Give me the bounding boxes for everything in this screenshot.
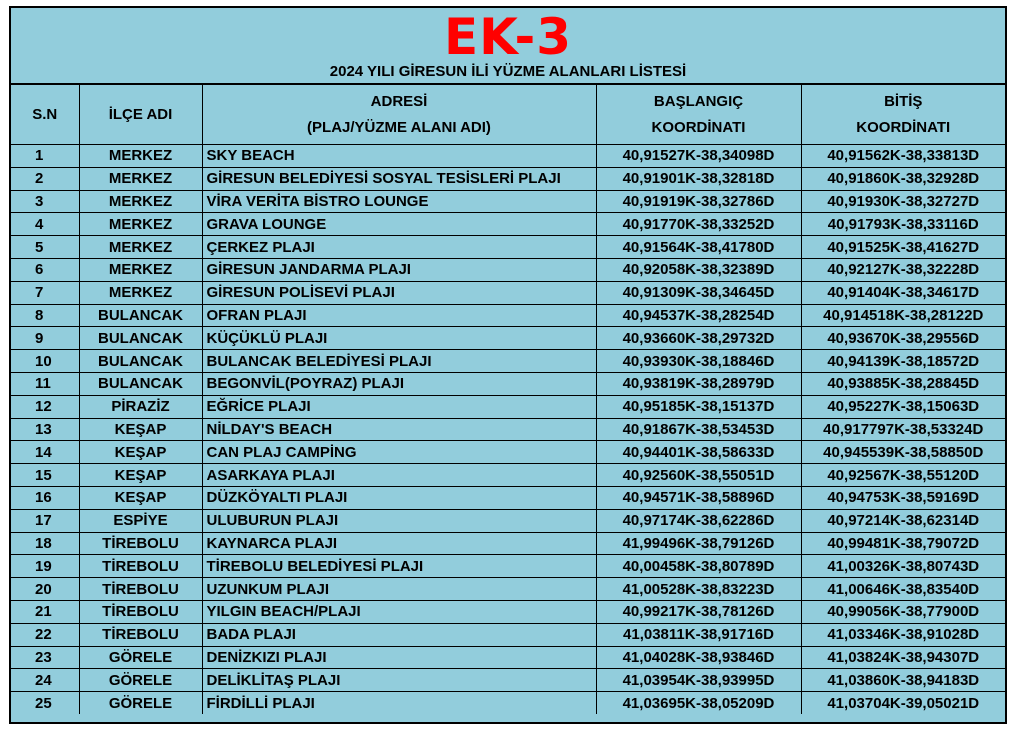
cell-bitis: 40,94139K-38,18572D: [801, 350, 1005, 373]
cell-sn: 23: [11, 646, 79, 669]
cell-sn: 12: [11, 395, 79, 418]
cell-adres: TİREBOLU BELEDİYESİ PLAJI: [202, 555, 596, 578]
cell-bitis: 40,95227K-38,15063D: [801, 395, 1005, 418]
table-row: [11, 486, 1005, 509]
cell-baslangic: 40,93660K-38,29732D: [596, 327, 801, 350]
cell-adres: ULUBURUN PLAJI: [202, 509, 596, 532]
cell-bitis: 40,945539K-38,58850D: [801, 441, 1005, 464]
cell-sn: 24: [11, 669, 79, 692]
cell-sn: 11: [11, 372, 79, 395]
cell-ilce: GÖRELE: [79, 646, 202, 669]
table-header-row: [11, 85, 1005, 145]
cell-bitis: 40,93885K-38,28845D: [801, 372, 1005, 395]
cell-sn: 10: [11, 350, 79, 373]
cell-adres: CAN PLAJ CAMPİNG: [202, 441, 596, 464]
cell-sn: 6: [11, 258, 79, 281]
document-subtitle: 2024 YILI GİRESUN İLİ YÜZME ALANLARI LİSTESİ: [329, 63, 687, 80]
cell-adres: BADA PLAJI: [202, 623, 596, 646]
table-row: [11, 395, 1005, 418]
annex-title: EK-3: [443, 8, 573, 66]
table-row: [11, 167, 1005, 190]
header-bitis-line2: KOORDİNATI: [856, 118, 951, 136]
header-adres: [202, 85, 596, 145]
table-row: [11, 578, 1005, 601]
cell-sn: 19: [11, 555, 79, 578]
header-sn: S.N: [11, 85, 79, 145]
cell-sn: 7: [11, 281, 79, 304]
cell-adres: YILGIN BEACH/PLAJI: [202, 600, 596, 623]
cell-sn: 21: [11, 600, 79, 623]
cell-ilce: TİREBOLU: [79, 578, 202, 601]
cell-bitis: 40,91525K-38,41627D: [801, 236, 1005, 259]
header-bitis-line1: BİTİŞ: [884, 92, 923, 110]
cell-adres: OFRAN PLAJI: [202, 304, 596, 327]
cell-adres: FİRDİLLİ PLAJI: [202, 692, 596, 714]
cell-baslangic: 40,93819K-38,28979D: [596, 372, 801, 395]
cell-sn: 25: [11, 692, 79, 714]
table-row: [11, 372, 1005, 395]
cell-sn: 9: [11, 327, 79, 350]
cell-baslangic: 40,91867K-38,53453D: [596, 418, 801, 441]
cell-bitis: 40,91930K-38,32727D: [801, 190, 1005, 213]
cell-bitis: 40,99481K-38,79072D: [801, 532, 1005, 555]
cell-ilce: KEŞAP: [79, 464, 202, 487]
cell-baslangic: 40,94537K-38,28254D: [596, 304, 801, 327]
cell-adres: SKY BEACH: [202, 145, 596, 168]
header-ilce: İLÇE ADI: [79, 85, 202, 145]
cell-baslangic: 40,92560K-38,55051D: [596, 464, 801, 487]
table-row: [11, 258, 1005, 281]
cell-adres: BEGONVİL(POYRAZ) PLAJI: [202, 372, 596, 395]
cell-sn: 2: [11, 167, 79, 190]
cell-adres: GRAVA LOUNGE: [202, 213, 596, 236]
cell-adres: NİLDAY'S BEACH: [202, 418, 596, 441]
header-adres-line2: (PLAJ/YÜZME ALANI ADI): [307, 118, 491, 136]
cell-baslangic: 40,00458K-38,80789D: [596, 555, 801, 578]
cell-ilce: BULANCAK: [79, 350, 202, 373]
cell-adres: GİRESUN JANDARMA PLAJI: [202, 258, 596, 281]
cell-sn: 17: [11, 509, 79, 532]
cell-adres: VİRA VERİTA BİSTRO LOUNGE: [202, 190, 596, 213]
cell-bitis: 40,91793K-38,33116D: [801, 213, 1005, 236]
cell-adres: DENİZKIZI PLAJI: [202, 646, 596, 669]
cell-baslangic: 41,03954K-38,93995D: [596, 669, 801, 692]
cell-adres: EĞRİCE PLAJI: [202, 395, 596, 418]
cell-ilce: MERKEZ: [79, 145, 202, 168]
cell-ilce: BULANCAK: [79, 304, 202, 327]
cell-baslangic: 40,91919K-38,32786D: [596, 190, 801, 213]
table-row: [11, 327, 1005, 350]
table-row: [11, 145, 1005, 168]
cell-sn: 8: [11, 304, 79, 327]
cell-sn: 15: [11, 464, 79, 487]
cell-ilce: MERKEZ: [79, 258, 202, 281]
swimming-areas-sheet: [9, 6, 1007, 724]
cell-baslangic: 40,94571K-38,58896D: [596, 486, 801, 509]
header-baslangic-line1: BAŞLANGIÇ: [653, 92, 744, 110]
table-row: [11, 441, 1005, 464]
cell-baslangic: 40,94401K-38,58633D: [596, 441, 801, 464]
cell-adres: DÜZKÖYALTI PLAJI: [202, 486, 596, 509]
table-row: [11, 555, 1005, 578]
cell-sn: 4: [11, 213, 79, 236]
cell-bitis: 41,03860K-38,94183D: [801, 669, 1005, 692]
cell-ilce: TİREBOLU: [79, 623, 202, 646]
cell-adres: UZUNKUM PLAJI: [202, 578, 596, 601]
cell-ilce: MERKEZ: [79, 213, 202, 236]
cell-baslangic: 40,95185K-38,15137D: [596, 395, 801, 418]
cell-ilce: TİREBOLU: [79, 600, 202, 623]
cell-adres: GİRESUN BELEDİYESİ SOSYAL TESİSLERİ PLAJI: [202, 167, 596, 190]
cell-ilce: MERKEZ: [79, 167, 202, 190]
cell-ilce: TİREBOLU: [79, 532, 202, 555]
cell-ilce: KEŞAP: [79, 418, 202, 441]
cell-baslangic: 41,99496K-38,79126D: [596, 532, 801, 555]
header-baslangic: [596, 85, 801, 145]
header-bitis: [801, 85, 1005, 145]
cell-ilce: PİRAZİZ: [79, 395, 202, 418]
cell-ilce: BULANCAK: [79, 372, 202, 395]
cell-baslangic: 40,91309K-38,34645D: [596, 281, 801, 304]
header-baslangic-line2: KOORDİNATI: [651, 118, 746, 136]
cell-ilce: MERKEZ: [79, 281, 202, 304]
cell-bitis: 41,03704K-39,05021D: [801, 692, 1005, 714]
cell-ilce: MERKEZ: [79, 236, 202, 259]
cell-bitis: 40,91562K-38,33813D: [801, 145, 1005, 168]
table-row: [11, 236, 1005, 259]
table-row: [11, 304, 1005, 327]
cell-sn: 16: [11, 486, 79, 509]
table-row: [11, 509, 1005, 532]
cell-baslangic: 40,92058K-38,32389D: [596, 258, 801, 281]
table-row: [11, 190, 1005, 213]
cell-ilce: KEŞAP: [79, 441, 202, 464]
cell-bitis: 40,99056K-38,77900D: [801, 600, 1005, 623]
cell-adres: GİRESUN POLİSEVİ PLAJI: [202, 281, 596, 304]
cell-bitis: 40,914518K-38,28122D: [801, 304, 1005, 327]
cell-sn: 3: [11, 190, 79, 213]
table-row: [11, 281, 1005, 304]
table-row: [11, 669, 1005, 692]
title-block: [11, 8, 1005, 85]
cell-ilce: ESPİYE: [79, 509, 202, 532]
table-row: [11, 692, 1005, 714]
cell-bitis: 41,03824K-38,94307D: [801, 646, 1005, 669]
table-row: [11, 532, 1005, 555]
table-row: [11, 213, 1005, 236]
cell-baslangic: 40,91564K-38,41780D: [596, 236, 801, 259]
cell-ilce: GÖRELE: [79, 692, 202, 714]
cell-sn: 18: [11, 532, 79, 555]
table-row: [11, 600, 1005, 623]
cell-sn: 14: [11, 441, 79, 464]
cell-baslangic: 40,91770K-38,33252D: [596, 213, 801, 236]
cell-ilce: MERKEZ: [79, 190, 202, 213]
cell-baslangic: 40,91527K-38,34098D: [596, 145, 801, 168]
cell-bitis: 40,97214K-38,62314D: [801, 509, 1005, 532]
cell-adres: KAYNARCA PLAJI: [202, 532, 596, 555]
cell-baslangic: 41,04028K-38,93846D: [596, 646, 801, 669]
cell-bitis: 40,93670K-38,29556D: [801, 327, 1005, 350]
cell-sn: 1: [11, 145, 79, 168]
cell-sn: 5: [11, 236, 79, 259]
cell-bitis: 41,00646K-38,83540D: [801, 578, 1005, 601]
cell-baslangic: 41,03695K-38,05209D: [596, 692, 801, 714]
swimming-areas-table: [11, 85, 1005, 714]
cell-bitis: 40,91404K-38,34617D: [801, 281, 1005, 304]
cell-ilce: TİREBOLU: [79, 555, 202, 578]
cell-adres: DELİKLİTAŞ PLAJI: [202, 669, 596, 692]
cell-sn: 20: [11, 578, 79, 601]
table-row: [11, 418, 1005, 441]
cell-ilce: GÖRELE: [79, 669, 202, 692]
cell-adres: BULANCAK BELEDİYESİ PLAJI: [202, 350, 596, 373]
cell-baslangic: 40,97174K-38,62286D: [596, 509, 801, 532]
cell-sn: 22: [11, 623, 79, 646]
cell-ilce: BULANCAK: [79, 327, 202, 350]
cell-bitis: 41,00326K-38,80743D: [801, 555, 1005, 578]
table-row: [11, 350, 1005, 373]
header-adres-line1: ADRESİ: [370, 92, 428, 110]
cell-baslangic: 40,93930K-38,18846D: [596, 350, 801, 373]
cell-bitis: 41,03346K-38,91028D: [801, 623, 1005, 646]
cell-baslangic: 40,99217K-38,78126D: [596, 600, 801, 623]
cell-adres: KÜÇÜKLÜ PLAJI: [202, 327, 596, 350]
cell-bitis: 40,94753K-38,59169D: [801, 486, 1005, 509]
cell-baslangic: 40,91901K-38,32818D: [596, 167, 801, 190]
table-row: [11, 623, 1005, 646]
cell-adres: ÇERKEZ PLAJI: [202, 236, 596, 259]
cell-baslangic: 41,03811K-38,91716D: [596, 623, 801, 646]
cell-bitis: 40,92567K-38,55120D: [801, 464, 1005, 487]
table-row: [11, 646, 1005, 669]
cell-adres: ASARKAYA PLAJI: [202, 464, 596, 487]
cell-bitis: 40,917797K-38,53324D: [801, 418, 1005, 441]
table-row: [11, 464, 1005, 487]
cell-ilce: KEŞAP: [79, 486, 202, 509]
cell-bitis: 40,91860K-38,32928D: [801, 167, 1005, 190]
cell-sn: 13: [11, 418, 79, 441]
cell-bitis: 40,92127K-38,32228D: [801, 258, 1005, 281]
cell-baslangic: 41,00528K-38,83223D: [596, 578, 801, 601]
